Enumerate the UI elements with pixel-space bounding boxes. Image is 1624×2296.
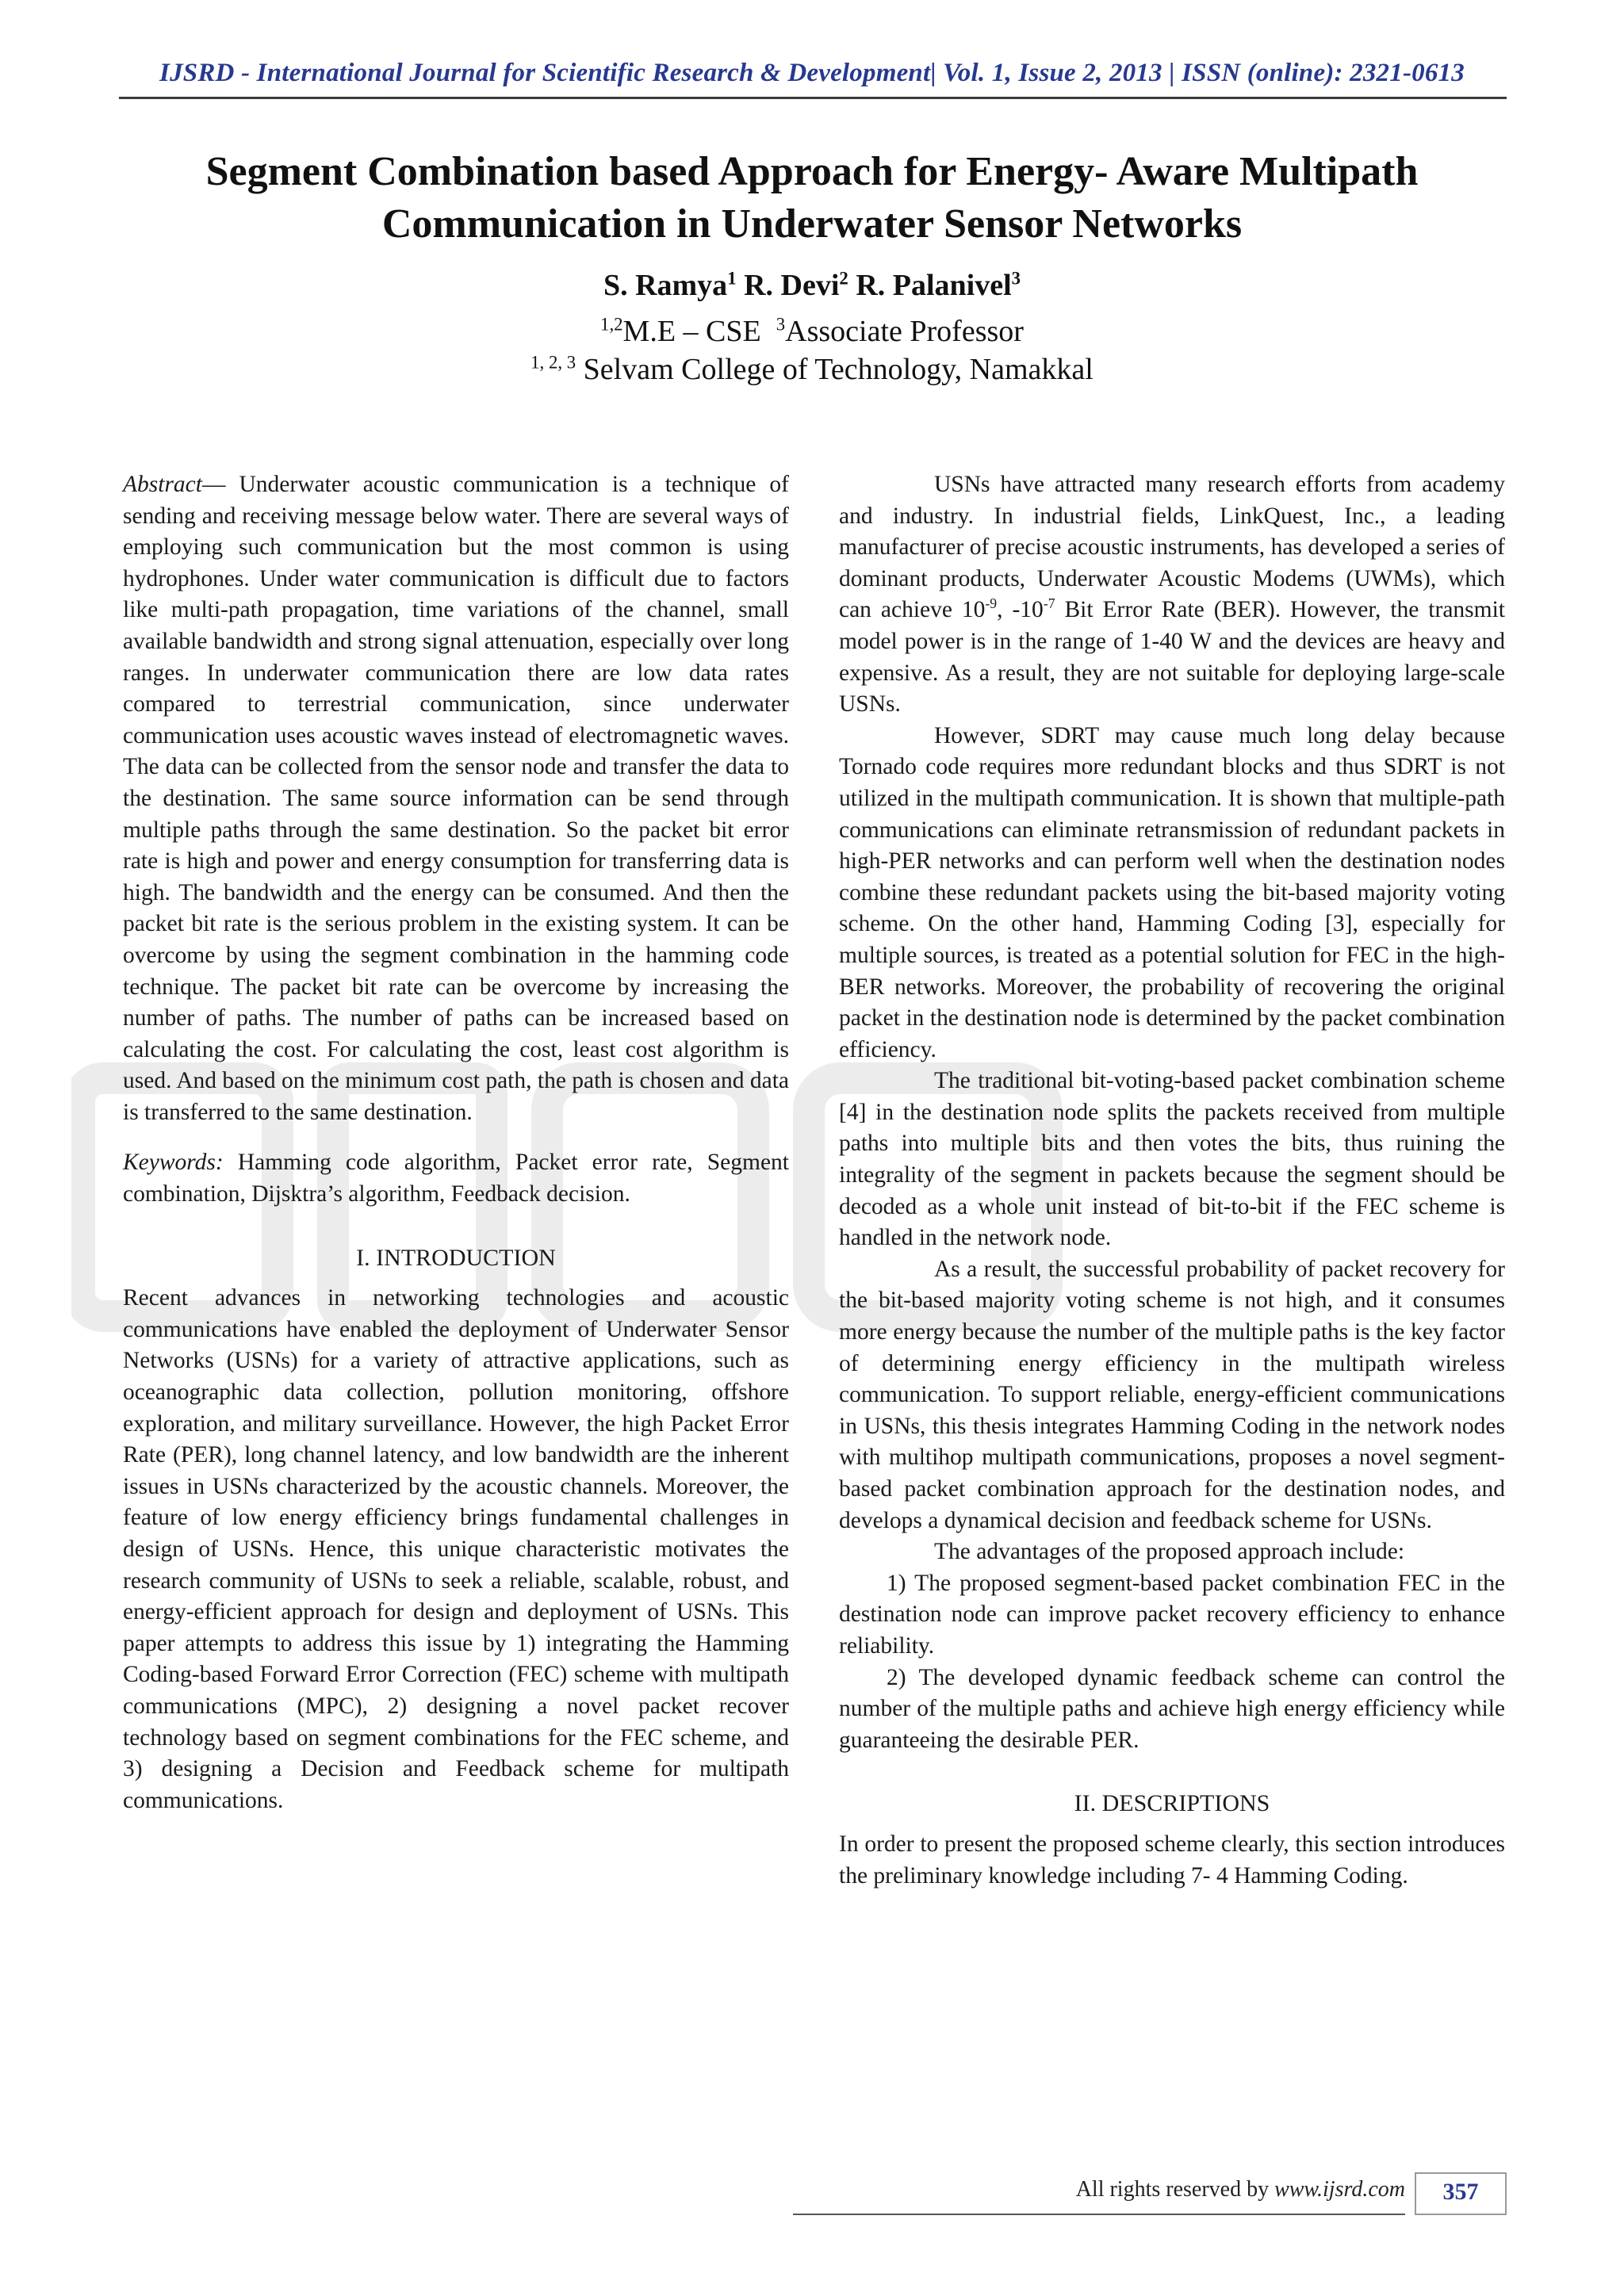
title-line-1: Segment Combination based Approach for Energy- Aware Multipath <box>205 149 1419 194</box>
paragraph-advantages: The advantages of the proposed approach include: <box>934 1539 1405 1565</box>
paragraph-usns-text-c: Bit Error Rate (BER). However, the transmit model power is in the range of 1-40 W and the devices are heavy and expensive. As a result, they are not suitable for deploying large-scale USNs. <box>839 597 1505 718</box>
footer-site-link[interactable]: www.ijsrd.com <box>1274 2177 1405 2202</box>
affil-2-sup: 1, 2, 3 <box>530 352 576 373</box>
paragraph-usns-text-a: USNs have attracted many research efforts from academy and industry. In industrial fields, LinkQuest, Inc., a leading manufacturer of precise acoustic instruments, has developed a series of dominant products, Underwater Acoustic Modems (UWMs), which can achieve 10 <box>839 472 1505 623</box>
keywords <box>123 1147 789 1210</box>
footer-rule <box>793 2214 1405 2215</box>
paragraph-result: As a result, the successful probability of packet recovery for the bit-based majority voting scheme is not high, and it consumes more energy because the number of the multiple paths is the key factor of determining energy efficiency in the multipath wireless communication. To support reliable, energy-efficient communications in USNs, this thesis integrates Hamming Coding in the network nodes with multihop multipath communications, proposes a novel segment-based packet combination approach for the destination nodes, and develops a dynamical decision and feedback scheme for USNs. <box>839 1256 1505 1533</box>
header-rule <box>119 97 1507 99</box>
journal-header: IJSRD - International Journal for Scientific Research & Development| Vol. 1, Issue 2, 2013 | ISSN (online): 2321-0613 <box>159 59 1465 87</box>
right-column <box>839 469 1505 1892</box>
advantage-item-2: 2) The developed dynamic feedback scheme can control the number of the multiple paths and achieve high energy efficiency while guaranteeing the desirable PER. <box>839 1664 1505 1753</box>
author-2: R. Devi <box>744 269 840 302</box>
abstract-dash: — <box>201 472 226 497</box>
affil-1-position: Associate Professor <box>785 315 1024 348</box>
introduction-paragraph: Recent advances in networking technologies and acoustic communications have enabled the deployment of Underwater Sensor Networks (USNs) for a variety of attractive applications, such as oceanographic data collection, pollution monitoring, offshore exploration, and military surveillance. However, the high Packet Error Rate (PER), long channel latency, and low bandwidth are the inherent issues in USNs characterized by the acoustic channels. Moreover, the feature of low energy efficiency brings fundamental challenges in design of USNs. Hence, this unique characteristic motivates the research community of USNs to seek a reliable, scalable, robust, and energy-efficient approach for design and deployment of USNs. This paper attempts to address this issue by 1) integrating the Hamming Coding-based Forward Error Correction (FEC) scheme with multipath communications (MPC), 2) designing a novel packet recover technology based on segment combinations for the FEC scheme, and 3) designing a Decision and Feedback scheme for multipath communications. <box>123 1285 789 1813</box>
paper-title <box>79 146 1545 251</box>
author-1: S. Ramya <box>603 269 728 302</box>
paragraph-sdrt: However, SDRT may cause much long delay because Tornado code requires more redundant blocks and thus SDRT is not utilized in the multipath communication. It is shown that multiple-path communications can eliminate retransmission of redundant packets in high-PER networks and can perform well when the destination nodes combine these redundant packets using the bit-based majority voting scheme. On the other hand, Hamming Coding [3], especially for multiple sources, is treated as a potential solution for FEC in the high-BER networks. Moreover, the probability of recovering the original packet in the destination node is determined by the packet combination efficiency. <box>839 722 1505 1062</box>
keywords-label: Keywords: <box>123 1150 224 1176</box>
advantage-item-1: 1) The proposed segment-based packet combination FEC in the destination node can improve packet recovery efficiency to enhance reliability. <box>839 1570 1505 1659</box>
paragraph-usns-text-b: , -10 <box>997 597 1044 623</box>
author-1-sup: 1 <box>727 268 737 289</box>
page-number: 357 <box>1415 2172 1507 2215</box>
ber-exponent-1: -9 <box>985 595 998 612</box>
left-column <box>123 469 789 1816</box>
page-footer <box>793 2158 1507 2205</box>
ber-exponent-2: -7 <box>1043 595 1055 612</box>
footer-rights-text: All rights reserved by <box>1075 2177 1275 2202</box>
keywords-text: Hamming code algorithm, Packet error rate, Segment combination, Dijsktra’s algorithm, Feedback decision. <box>123 1150 789 1207</box>
paragraph-usns <box>839 469 1505 721</box>
section-heading-introduction: I. INTRODUCTION <box>356 1244 556 1271</box>
descriptions-paragraph: In order to present the proposed scheme clearly, this section introduces the preliminary knowledge including 7- 4 Hamming Coding. <box>839 1831 1505 1888</box>
affiliation-line-2 <box>0 352 1624 387</box>
affil-1-sup-2: 3 <box>776 314 786 335</box>
affil-1-degree: M.E – CSE <box>622 315 761 348</box>
affil-1-sup: 1,2 <box>600 314 623 335</box>
section-heading-descriptions: II. DESCRIPTIONS <box>1074 1790 1270 1817</box>
author-list <box>0 268 1624 303</box>
affil-2-institution: Selvam College of Technology, Namakkal <box>583 353 1094 386</box>
title-line-2: Communication in Underwater Sensor Networks <box>381 201 1243 247</box>
abstract-label: Abstract <box>123 472 202 497</box>
abstract-text: Underwater acoustic communication is a technique of sending and receiving message below water. There are several ways of employing such communication but the most common is using hydrophones. Under water communication is difficult due to factors like multi-path propagation, time variations of the channel, small available bandwidth and strong signal attenuation, especially over long ranges. In underwater communication there are low data rates compared to terrestrial communication, since underwater communication uses acoustic waves instead of electromagnetic waves. The data can be collected from the sensor node and transfer the data to the destination. The same source information can be send through multiple paths through the same destination. So the packet bit error rate is high and power and energy consumption for transferring data is high. The bandwidth and the energy can be consumed. And then the packet bit rate is the serious problem in the existing system. It can be overcome by using the segment combination in the hamming code technique. The packet bit rate can be overcome by increasing the number of paths. The number of paths can be increased based on calculating the cost. For calculating the cost, least cost algorithm is used. And based on the minimum cost path, the path is chosen and data is transferred to the same destination. <box>123 472 789 1125</box>
footer-rights <box>1076 2177 1405 2202</box>
abstract <box>123 469 789 1128</box>
paragraph-bit-voting: The traditional bit-voting-based packet combination scheme [4] in the destination node splits the packets received from multiple paths into multiple bits and then votes the bits, thus ruining the integrality of the segment in packets because the segment should be decoded as a whole unit instead of bit-to-bit if the FEC scheme is handled in the network node. <box>839 1068 1505 1251</box>
author-3: R. Palanivel <box>856 269 1012 302</box>
author-3-sup: 3 <box>1011 268 1021 289</box>
affiliation-line-1 <box>0 314 1624 349</box>
author-2-sup: 2 <box>839 268 848 289</box>
